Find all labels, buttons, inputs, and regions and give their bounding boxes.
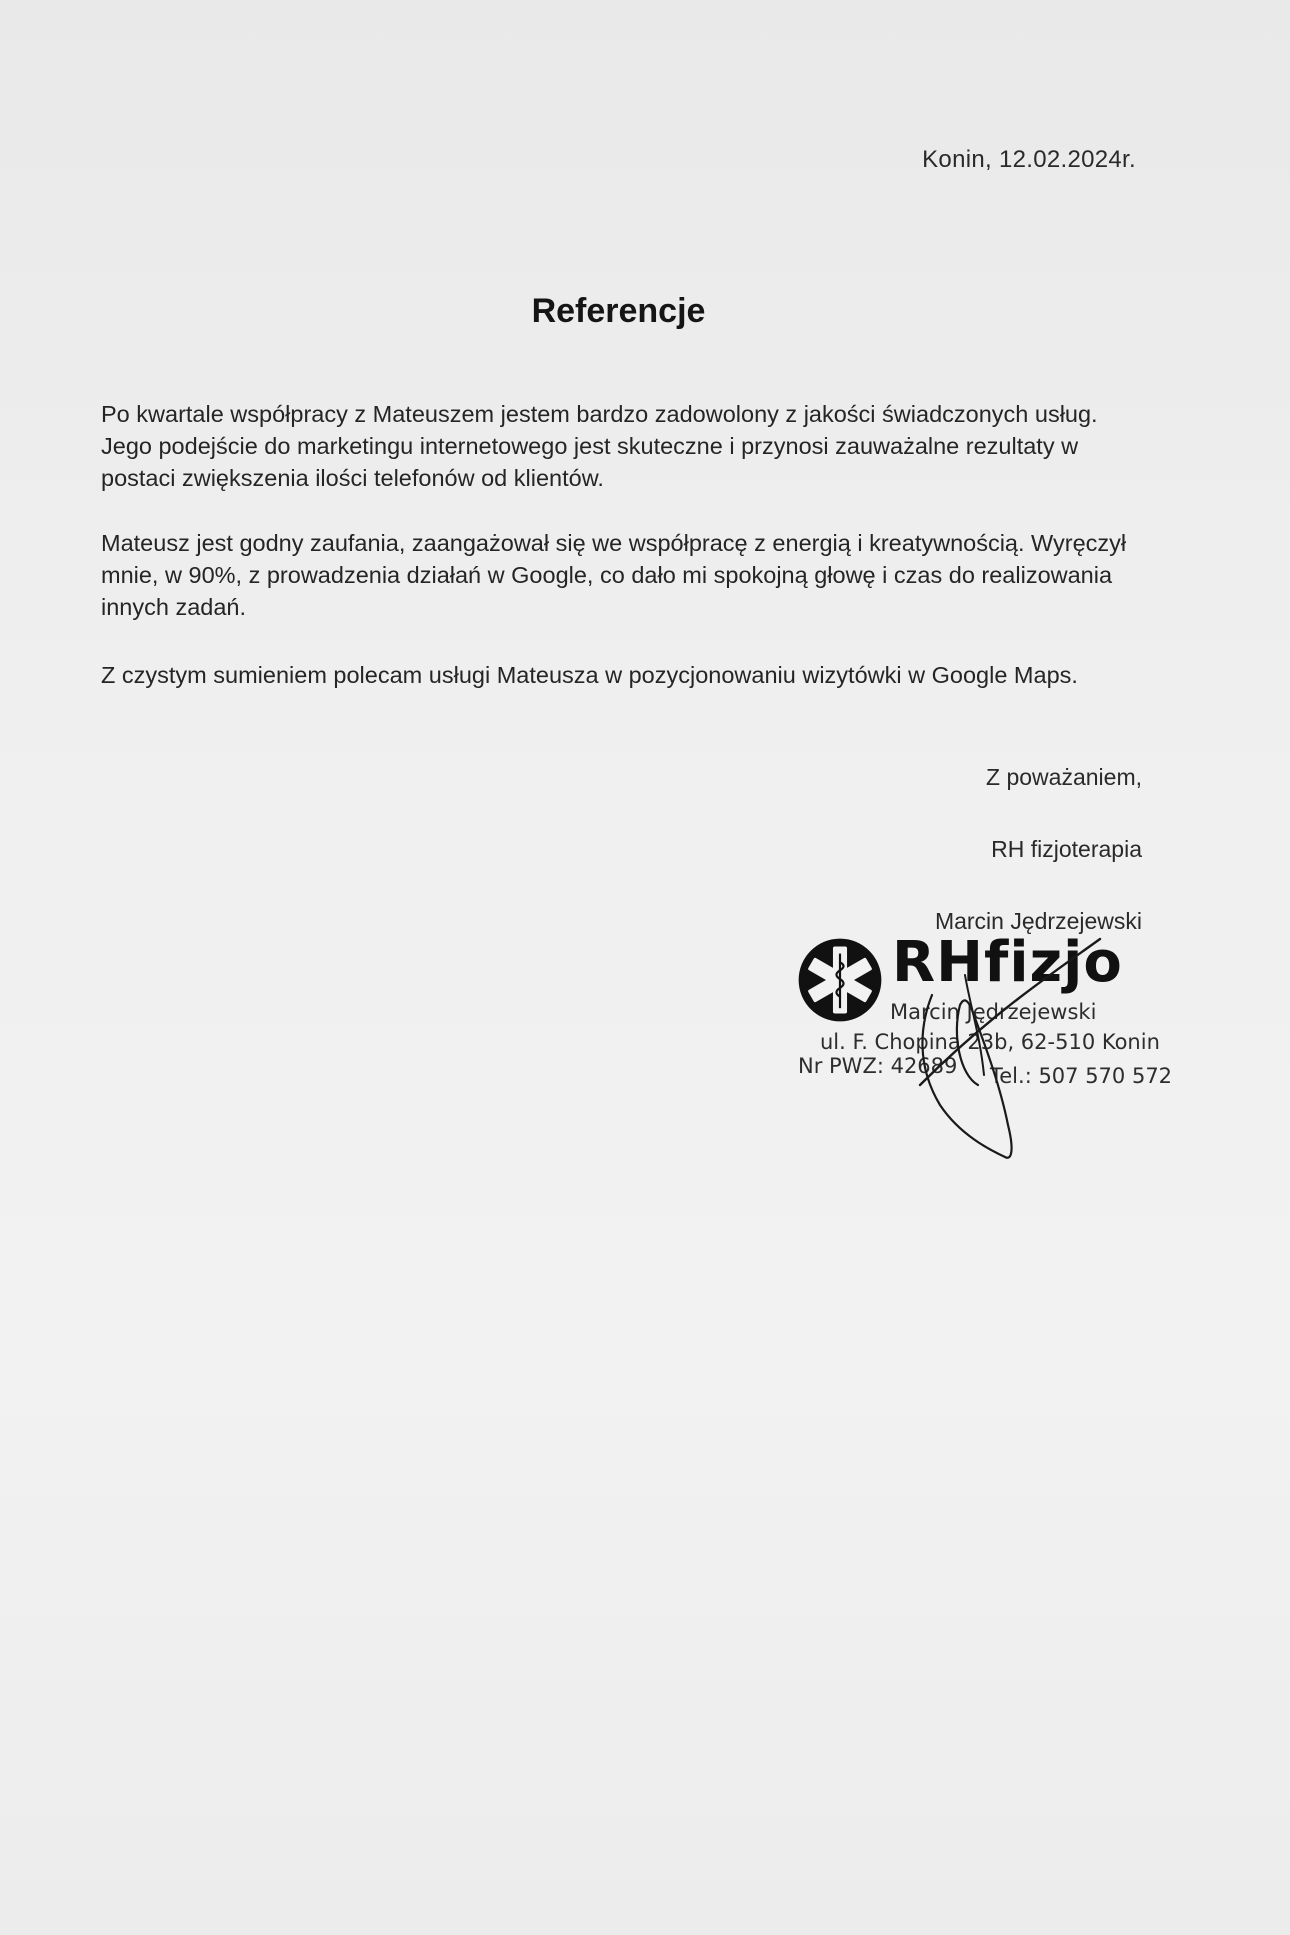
stamp-brand: RHfizjo [892,930,1123,995]
stamp-address: ul. F. Chopina 23b, 62-510 Konin [820,1030,1160,1054]
paragraph-3: Z czystym sumieniem polecam usługi Mateusza w pozycjonowaniu wizytówki w Google Maps. [101,662,1078,688]
company-stamp [790,930,1200,1150]
closing-company: RH fizjoterapia [991,836,1142,862]
stamp-name: Marcin Jędrzejewski [890,1000,1097,1024]
star-of-life-icon [796,936,884,1024]
paragraph-1: Po kwartale współpracy z Mateuszem jestem bardzo zadowolony z jakości świadczonych usług. Jego podejście do marketingu internetowego jest skuteczne i przynosi zauważalne rezultaty w postaci zwiększenia ilości telefonów od klientów. [101,401,1098,491]
stamp-pwz: Nr PWZ: 42689 [798,1054,958,1078]
closing-name: Marcin Jędrzejewski [934,908,1142,934]
paragraph-2: Mateusz jest godny zaufania, zaangażował się we współpracę z energią i kreatywnością. Wyręczył mnie, w 90%, z prowadzenia działań w Google, co dało mi spokojną głowę i czas do realizowania innych zadań. [101,530,1127,620]
stamp-phone: Tel.: 507 570 572 [990,1064,1173,1088]
closing-greeting: Z poważaniem, [986,764,1142,790]
letter-title: Referencje [531,292,706,330]
letter-date: Konin, 12.02.2024r. [922,146,1136,173]
